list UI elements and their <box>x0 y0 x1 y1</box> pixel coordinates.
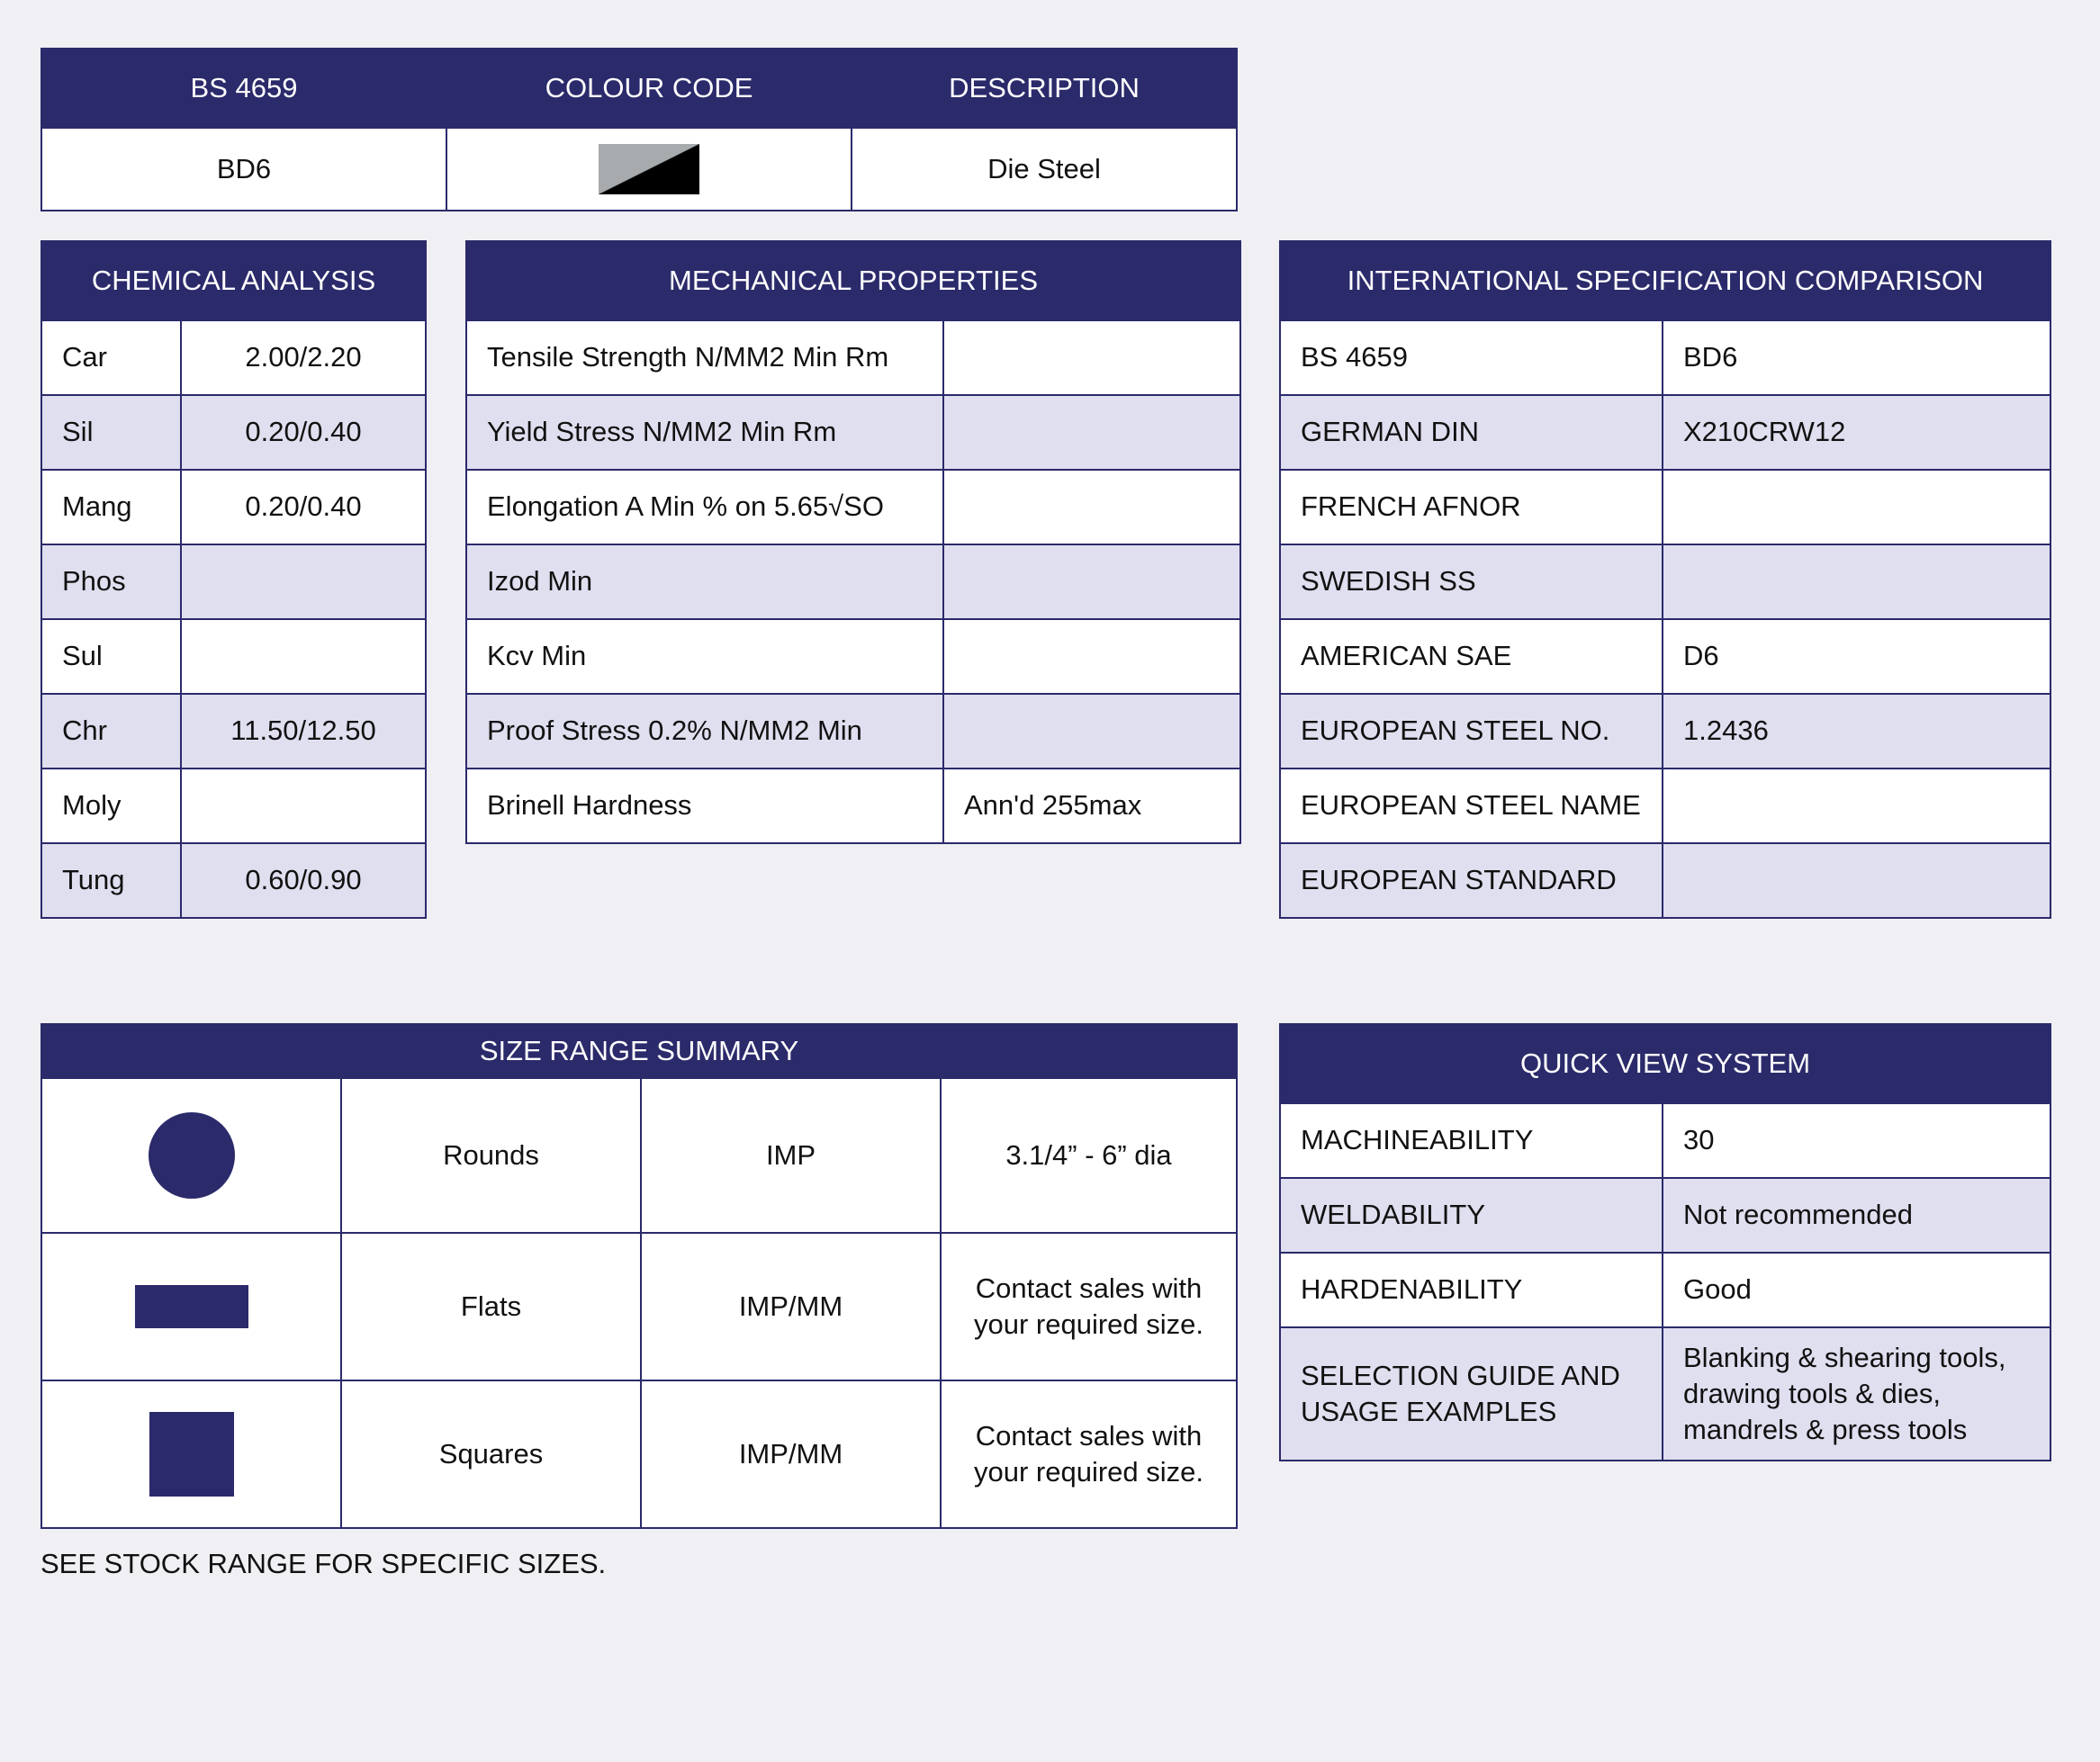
size-range-table <box>41 1023 1238 1529</box>
standard-label: FRENCH AFNOR <box>1280 470 1663 544</box>
element-label: Phos <box>41 544 181 619</box>
grade-summary-table <box>41 48 1238 211</box>
standard-label: GERMAN DIN <box>1280 395 1663 470</box>
quick-view-label: WELDABILITY <box>1280 1178 1663 1253</box>
table-row <box>41 320 426 395</box>
property-label: Elongation A Min % on 5.65√SO <box>466 470 943 544</box>
shape-cell <box>41 1078 341 1233</box>
table-row <box>41 470 426 544</box>
property-label: Yield Stress N/MM2 Min Rm <box>466 395 943 470</box>
element-value: 0.20/0.40 <box>181 395 426 470</box>
property-label: Proof Stress 0.2% N/MM2 Min <box>466 694 943 769</box>
description-value: Die Steel <box>852 128 1237 211</box>
table-row <box>1280 1178 2050 1253</box>
table-row <box>466 470 1240 544</box>
colour-code-header: COLOUR CODE <box>446 49 852 128</box>
element-value: 0.60/0.90 <box>181 843 426 918</box>
standard-label: EUROPEAN STANDARD <box>1280 843 1663 918</box>
table-row <box>41 544 426 619</box>
table-row <box>1280 1103 2050 1178</box>
standard-value <box>1663 470 2050 544</box>
standard-label: AMERICAN SAE <box>1280 619 1663 694</box>
element-value: 11.50/12.50 <box>181 694 426 769</box>
table-row <box>466 694 1240 769</box>
size-range-footnote: SEE STOCK RANGE FOR SPECIFIC SIZES. <box>41 1548 607 1579</box>
element-label: Mang <box>41 470 181 544</box>
table-row <box>41 769 426 843</box>
units-label: IMP/MM <box>641 1380 941 1528</box>
quick-view-label: SELECTION GUIDE AND USAGE EXAMPLES <box>1280 1327 1663 1461</box>
element-label: Tung <box>41 843 181 918</box>
standard-label: BS 4659 <box>1280 320 1663 395</box>
table-row <box>41 395 426 470</box>
bs-grade-value: BD6 <box>41 128 446 211</box>
quick-view-label: MACHINEABILITY <box>1280 1103 1663 1178</box>
element-value <box>181 619 426 694</box>
colour-code-cell <box>446 128 852 211</box>
circle-icon <box>149 1112 235 1199</box>
table-row <box>41 1078 1237 1233</box>
colour-code-swatch <box>599 144 699 194</box>
table-row <box>466 619 1240 694</box>
square-icon <box>149 1412 234 1497</box>
standard-value <box>1663 544 2050 619</box>
property-label: Izod Min <box>466 544 943 619</box>
sizes-value: Contact sales with your required size. <box>941 1233 1237 1380</box>
property-value <box>943 544 1240 619</box>
shape-cell <box>41 1380 341 1528</box>
table-row <box>41 1233 1237 1380</box>
standard-value: 1.2436 <box>1663 694 2050 769</box>
sizes-value: Contact sales with your required size. <box>941 1380 1237 1528</box>
chemical-analysis-table <box>41 240 427 919</box>
property-label: Kcv Min <box>466 619 943 694</box>
table-row <box>41 1380 1237 1528</box>
table-row <box>1280 544 2050 619</box>
international-spec-table <box>1279 240 2051 919</box>
international-spec-title: INTERNATIONAL SPECIFICATION COMPARISON <box>1280 241 2050 320</box>
element-value <box>181 769 426 843</box>
element-label: Car <box>41 320 181 395</box>
standard-label: EUROPEAN STEEL NAME <box>1280 769 1663 843</box>
property-value <box>943 619 1240 694</box>
standard-value <box>1663 843 2050 918</box>
table-row <box>1280 843 2050 918</box>
property-value: Ann'd 255max <box>943 769 1240 843</box>
table-row <box>1280 1327 2050 1461</box>
standard-value: X210CRW12 <box>1663 395 2050 470</box>
element-label: Sul <box>41 619 181 694</box>
sizes-value: 3.1/4” - 6” dia <box>941 1078 1237 1233</box>
quick-view-value: Blanking & shearing tools, drawing tools & dies, mandrels & press tools <box>1663 1327 2050 1461</box>
rectangle-icon <box>135 1285 248 1328</box>
property-label: Tensile Strength N/MM2 Min Rm <box>466 320 943 395</box>
form-label: Flats <box>341 1233 641 1380</box>
table-row <box>41 694 426 769</box>
quick-view-table <box>1279 1023 2051 1461</box>
form-label: Squares <box>341 1380 641 1528</box>
element-label: Chr <box>41 694 181 769</box>
form-label: Rounds <box>341 1078 641 1233</box>
property-value <box>943 320 1240 395</box>
element-value: 0.20/0.40 <box>181 470 426 544</box>
table-row <box>1280 769 2050 843</box>
property-label: Brinell Hardness <box>466 769 943 843</box>
chemical-analysis-title: CHEMICAL ANALYSIS <box>41 241 426 320</box>
quick-view-value: 30 <box>1663 1103 2050 1178</box>
element-value <box>181 544 426 619</box>
table-row <box>1280 694 2050 769</box>
quick-view-title: QUICK VIEW SYSTEM <box>1280 1024 2050 1103</box>
standard-label: SWEDISH SS <box>1280 544 1663 619</box>
standard-label: EUROPEAN STEEL NO. <box>1280 694 1663 769</box>
mechanical-properties-table <box>465 240 1241 844</box>
table-row <box>466 544 1240 619</box>
table-row <box>466 320 1240 395</box>
units-label: IMP/MM <box>641 1233 941 1380</box>
quick-view-label: HARDENABILITY <box>1280 1253 1663 1327</box>
bs-header: BS 4659 <box>41 49 446 128</box>
table-row <box>1280 619 2050 694</box>
table-row <box>41 843 426 918</box>
table-row <box>1280 470 2050 544</box>
table-row <box>1280 395 2050 470</box>
standard-value: BD6 <box>1663 320 2050 395</box>
standard-value: D6 <box>1663 619 2050 694</box>
mechanical-properties-title: MECHANICAL PROPERTIES <box>466 241 1240 320</box>
property-value <box>943 694 1240 769</box>
element-label: Moly <box>41 769 181 843</box>
element-label: Sil <box>41 395 181 470</box>
table-row <box>1280 320 2050 395</box>
element-value: 2.00/2.20 <box>181 320 426 395</box>
quick-view-value: Good <box>1663 1253 2050 1327</box>
property-value <box>943 470 1240 544</box>
table-row <box>41 619 426 694</box>
table-row <box>466 395 1240 470</box>
table-row <box>1280 1253 2050 1327</box>
property-value <box>943 395 1240 470</box>
size-range-title: SIZE RANGE SUMMARY <box>41 1024 1237 1078</box>
quick-view-value: Not recommended <box>1663 1178 2050 1253</box>
description-header: DESCRIPTION <box>852 49 1237 128</box>
shape-cell <box>41 1233 341 1380</box>
standard-value <box>1663 769 2050 843</box>
table-row <box>466 769 1240 843</box>
units-label: IMP <box>641 1078 941 1233</box>
